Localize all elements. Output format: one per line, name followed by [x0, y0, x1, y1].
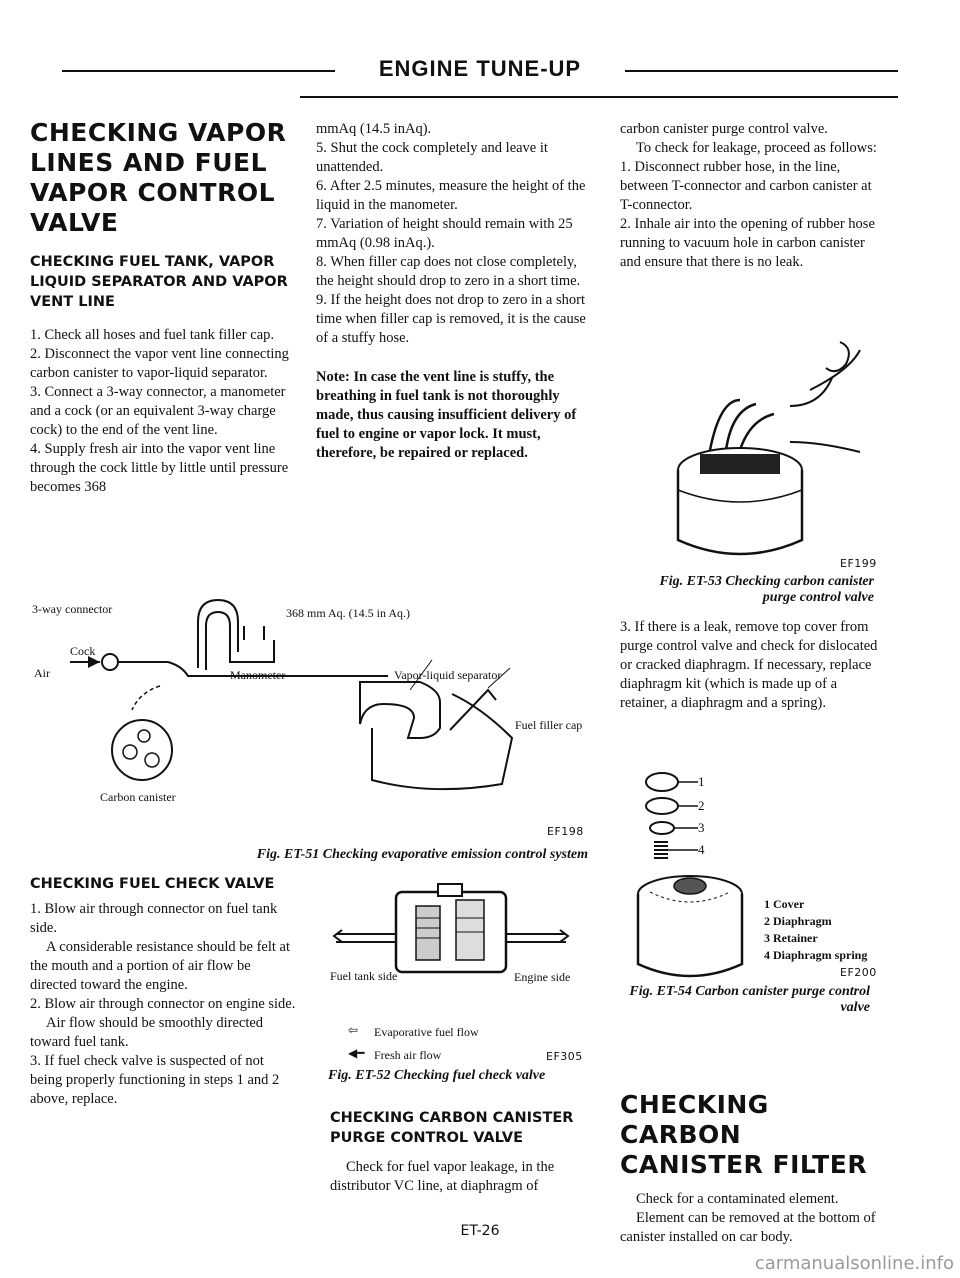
canister-illustration — [640, 330, 880, 560]
fig53-caption: Fig. ET-53 Checking carbon canister purge control valve — [659, 574, 874, 605]
fig53-code: EF199 — [840, 557, 877, 570]
step-2: 2. Disconnect the vapor vent line connecting carbon canister to vapor-liquid separator. — [30, 346, 289, 381]
step-6: 6. After 2.5 minutes, measure the height of the liquid in the manometer. — [316, 178, 586, 213]
label-air: Air — [34, 666, 50, 680]
label-manometer: Manometer — [230, 668, 286, 682]
part-spring: 4 Diaphragm spring — [764, 948, 868, 962]
fig51-caption: Fig. ET-51 Checking evaporative emission control system — [256, 847, 588, 862]
step-1: 1. Check all hoses and fuel tank filler cap. — [30, 327, 275, 343]
left-column — [30, 118, 292, 497]
check-valve-illustration — [326, 878, 576, 978]
purge-step-2: 2. Inhale air into the opening of rubber hose running to vacuum hole in carbon canister and ensure that there is no leak. — [620, 216, 875, 270]
label-3way-connector: 3-way connector — [32, 602, 113, 616]
purge-intro: carbon canister purge control valve. — [620, 121, 828, 137]
step-7: 7. Variation of height should remain with 25 mmAq (0.98 inAq.). — [316, 216, 573, 251]
fuel-check-section — [30, 874, 298, 1109]
callout-1: 1 — [698, 774, 705, 789]
step-9: 9. If the height does not drop to zero in a short time when filler cap is removed, it is the cause of a stuffy hose. — [316, 292, 586, 346]
fig52-caption: Fig. ET-52 Checking fuel check valve — [328, 1068, 546, 1083]
purge-step-1: 1. Disconnect rubber hose, in the line, between T-connector and carbon canister at T-connector. — [620, 159, 872, 213]
page-number: ET-26 — [460, 1223, 500, 1239]
section-title-vapor-lines: CHECKING VAPOR LINES AND FUEL VAPOR CONTROL VALVE — [30, 118, 287, 237]
filter-title: CHECKING CARBON CANISTER FILTER — [620, 1090, 868, 1179]
filter-text-1: Check for a contaminated element. — [636, 1191, 839, 1207]
label-pressure: 368 mm Aq. (14.5 in Aq.) — [286, 606, 411, 620]
step-3: 3. Connect a 3-way connector, a manometer and a cock (or an equivalent 3-way charge cock) to the end of the vent line. — [30, 384, 286, 438]
step-8: 8. When filler cap does not close completely, the height should drop to zero in a short time. — [316, 254, 581, 289]
fuel-check-step-3: 3. If fuel check valve is suspected of not being properly functioning in steps 1 and 2 above, replace. — [30, 1053, 280, 1107]
label-separator: Vapor-liquid separator — [394, 668, 502, 682]
fuel-check-step-2: 2. Blow air through connector on engine side. — [30, 996, 296, 1012]
subsection-title-fuel-tank: CHECKING FUEL TANK, VAPOR LIQUID SEPARATOR AND VAPOR VENT LINE — [30, 254, 288, 310]
label-cock: Cock — [70, 644, 96, 658]
evaporative-system-diagram — [30, 590, 590, 850]
purge-step-3: 3. If there is a leak, remove top cover from purge control valve and check for dislocated or cracked diaphragm. If necessary, replace diaphragm kit (which is made up of a retainer, a diaphragm and a spring). — [620, 619, 878, 711]
label-carbon-canister: Carbon canister — [100, 790, 176, 804]
fig54-code: EF200 — [840, 966, 877, 979]
purge-text: Check for fuel vapor leakage, in the distributor VC line, at diaphragm of — [330, 1159, 555, 1194]
watermark: carmanualsonline.info — [754, 1253, 954, 1274]
purge-title: CHECKING CARBON CANISTER PURGE CONTROL VALVE — [330, 1110, 574, 1146]
callout-4: 4 — [698, 842, 705, 857]
parts-legend — [764, 896, 884, 964]
step-4: 4. Supply fresh air into the vapor vent line through the cock little by little until pressure becomes 368 — [30, 441, 289, 495]
purge-section — [330, 1108, 588, 1196]
callout-3: 3 — [698, 820, 705, 835]
filter-text-2: Element can be removed at the bottom of canister installed on car body. — [620, 1210, 876, 1245]
fuel-check-title: CHECKING FUEL CHECK VALVE — [30, 876, 275, 892]
step-4-continued: mmAq (14.5 inAq). — [316, 121, 432, 137]
part-cover: 1 Cover — [764, 897, 805, 911]
fig54-caption: Fig. ET-54 Carbon canister purge control valve — [629, 984, 870, 1015]
fuel-check-step-1-detail: A considerable resistance should be felt at the mouth and a portion of air flow be directed toward the engine. — [30, 939, 291, 993]
right-column-top — [620, 120, 878, 272]
legend-evap-flow: Evaporative fuel flow — [374, 1025, 479, 1039]
fig51-code: EF198 — [547, 825, 584, 838]
legend-fresh-icon: ◀━ — [348, 1046, 365, 1060]
purge-intro-2: To check for leakage, proceed as follows: — [636, 140, 877, 156]
fig52-code: EF305 — [546, 1050, 583, 1063]
page-header-title: ENGINE TUNE-UP — [335, 56, 625, 82]
step-5: 5. Shut the cock completely and leave it unattended. — [316, 140, 548, 175]
middle-column — [316, 120, 588, 478]
legend-evap-icon: ⇦ — [348, 1023, 359, 1037]
label-engine-side: Engine side — [514, 970, 571, 984]
purge-step-3-block — [620, 618, 878, 713]
part-diaphragm: 2 Diaphragm — [764, 914, 832, 928]
label-filler-cap: Fuel filler cap — [515, 718, 583, 732]
filter-section — [620, 1090, 878, 1247]
header-underline — [300, 96, 898, 98]
label-fuel-tank-side: Fuel tank side — [330, 969, 398, 983]
part-retainer: 3 Retainer — [764, 931, 818, 945]
fuel-check-step-1: 1. Blow air through connector on fuel tank side. — [30, 901, 278, 936]
callout-2: 2 — [698, 798, 705, 813]
legend-fresh-air: Fresh air flow — [374, 1048, 442, 1062]
note-vent-line: Note: In case the vent line is stuffy, the breathing in fuel tank is not thoroughly made, thus causing insufficient delivery of fuel to engine or vapor lock. It must, therefore, be repaired or replaced. — [316, 369, 577, 461]
fuel-check-step-2-detail: Air flow should be smoothly directed toward fuel tank. — [30, 1015, 264, 1050]
